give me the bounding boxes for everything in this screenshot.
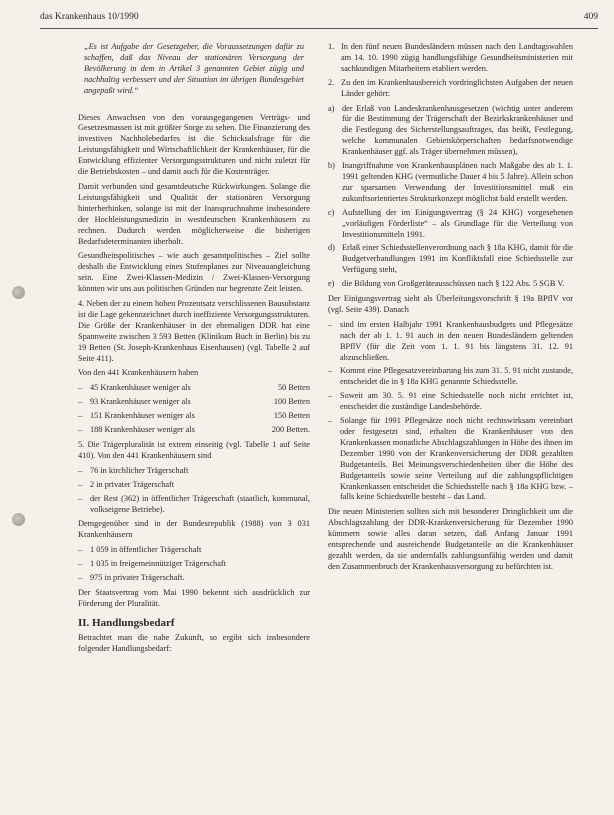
paragraph: Gesundheitspolitisches – wie auch gesamtpolitisches – Ziel sollte deshalb die Entwicklung eines Stufenplanes zur Niveauangleichung sein. Eine Zwei-Klassen-Medizin / Zwei-Klassen-Versorgung könnten wir uns aus politischen Gründen nur begrenzte Zeit leisten. (78, 251, 310, 294)
task-list (328, 104, 573, 291)
list-item: – 1 035 in freigemeinnütziger Trägerschaft (78, 559, 310, 570)
paragraph: Betrachtet man die nahe Zukunft, so ergibt sich insbesondere folgender Handlungsbedarf: (78, 632, 310, 653)
paragraph: Dieses Anwachsen von den vorausgegangenen Verträgs- und Gesetzesmassen ist mit größter Sorge zu sehen. Die Finanzierung des investiven Nachholebedarfes ist die Schicksalsfrage für die Leistungsfähigkeit und Wirtschaftlichkeit der Krankenhäuser, für die Entwicklung effizienter Versorgungsstrukturen und nicht zuletzt für die Betriebskosten – und damit auch für die Kostenträger. (78, 112, 310, 177)
paragraph: Die neuen Ministerien sollten sich mit besonderer Dringlichkeit um die Abschlagszahlung der DDR-Krankenversicherung für Dezember 1990 kümmern sowie alles daran setzen, daß Anfang Januar 1991 entsprechende und ausreichende Budgetanteile an die Krankenhäuser gezahlt werden, da sie andernfalls zahlungsunfähig werden und damit den Zusammenbruch der Krankenhausversorgung zu befürchten ist. (328, 507, 573, 571)
list-item: – der Rest (362) in öffentlicher Trägerschaft (staatlich, kommunal, volkseigene Betriebe). (78, 494, 310, 516)
list-item: – Kommt eine Pflegesatzvereinbarung bis zum 31. 5. 91 nicht zustande, entscheidet die in § 18a KHG genannte Schiedsstelle. (328, 366, 573, 388)
list-item: d) Erlaß einer Schiedsstellenverordnung nach § 18a KHG, damit für die Budgetverhandlungen 1991 im Konfliktsfall eine Schiedsstelle zur Verfügung steht, (328, 243, 573, 275)
list-item: – 188 Krankenhäuser weniger als 200 Betten. (78, 425, 310, 436)
list-item: 1. In den fünf neuen Bundesländern müssen nach den Landtagswahlen am 14. 10. 1990 zügig handlungsfähige Gesundheitsministerien mit sachkundigen Mitarbeitern etabliert werden. (328, 42, 573, 73)
punch-hole (12, 286, 25, 299)
section-heading: II. Handlungsbedarf (78, 616, 175, 629)
list-item: – Soweit am 30. 5. 91 eine Schiedsstelle noch nicht errichtet ist, entscheidet die zuständige Landesbehörde. (328, 391, 573, 413)
list-item: – 93 Krankenhäuser weniger als 100 Betten (78, 397, 310, 408)
list-item: – 1 059 in öffentlicher Trägerschaft (78, 545, 310, 556)
list-item: a) der Erlaß von Landeskrankenhausgesetzen (wichtig unter anderem für die Bestimmung der Trägerschaft der Bezirkskrankenhäuser und die Festlegung des Sicherstellungsauftrages, das heißt, Festlegung, welche kommunalen Gebietskörperschaften bedarfsnotwendige Krankenhäuser ggf. als Träger übernehmen müssen), (328, 103, 573, 157)
punch-hole (12, 513, 25, 526)
brd-list (78, 545, 310, 584)
list-item: – 151 Krankenhäuser weniger als 150 Betten (78, 411, 310, 422)
list-item: – 2 in privater Trägerschaft (78, 480, 310, 491)
page-number: 409 (583, 12, 598, 22)
list-item: – 975 in privater Trägerschaft. (78, 573, 310, 584)
paragraph: 5. Die Trägerpluralität ist extrem einseitig (vgl. Tabelle 1 auf Seite 410). Von den 441 Krankenhäusern sind (78, 440, 310, 460)
paragraph: Der Einigungsvertrag sieht als Überleitungsvorschrift § 19a BPflV vor (vgl. Seite 439). Danach (328, 294, 573, 314)
list-item: 2. Zu den im Krankenhausbereich vordringlichsten Aufgaben der neuen Länder gehört: (328, 77, 573, 98)
paragraph: 4. Neben der zu einem hohen Prozentsatz verschlissenen Bausubstanz ist die Lage gekennzeichnet durch ineffiziente Versorgungsstrukturen. Die Größe der Krankenhäuser in der ehemaligen DDR hat eine Spannweite zwischen 3 593 Betten (Klinikum Buch in Berlin) bis zu 19 Betten (St. Joseph-Krankenhaus Eisenhausen) (vgl. Tabelle 2 auf Seite 411). (78, 299, 311, 363)
quote: „Es ist Aufgabe der Gesetzgeber, die Voraussetzungen dafür zu schaffen, daß das Niveau der stationären Versorgung der Bevölkerung in dem in Artikel 3 genannten Gebiet zügig und nachhaltig verbessert und der Situation im übrigen Bundesgebiet angepaßt wird.“ (84, 42, 304, 95)
bed-size-list (78, 383, 310, 436)
right-column (328, 42, 573, 577)
list-item: c) Aufstellung der im Einigungsvertrag (§ 24 KHG) vorgesehenen „vorläufigen Förderliste“ – als Grundlage für die Verteilung von Investitionsmitteln 1991. (328, 207, 573, 239)
list-item: b) Inangriffnahme von Krankenhausplänen nach Maßgabe des ab 1. 1. 1991 geltenden KHG (vermutliche Dauer 4 bis 5 Jahre). Allein schon zur sparsamen Verwendung der Investitionsmittel muß ein zukunftsorientiertes Strukturkonzept möglichst bald erstellt werden. (328, 161, 573, 203)
numbered-list (328, 42, 573, 100)
page-header (40, 6, 598, 29)
paragraph: Damit verbunden sind gesamtdeutsche Rückwirkungen. Solange die Leistungsfähigkeit und Qualität der stationären Versorgung hinterherhinken, solange ist mit der Inanspruchnahme insbesondere der Hochleistungsmedizin in westdeutschen Krankenhäusern zu rechnen. Dadurch werden möglicherweise die bisherigen Bedarfsdeterminanten überholt. (78, 181, 310, 246)
paragraph: Von den 441 Krankenhäusern haben (78, 368, 199, 378)
paragraph: Demgegenüber sind in der Bundesrepublik (1988) von 3 031 Krankenhäusern (78, 519, 310, 540)
list-item: – 76 in kirchlicher Trägerschaft (78, 466, 310, 477)
list-item: e) die Bildung von Großgeräteausschüssen nach § 122 Abs. 5 SGB V. (328, 279, 565, 289)
paragraph: Der Staatsvertrag vom Mai 1990 bekennt sich ausdrücklich zur Förderung der Pluralität. (78, 587, 310, 608)
list-item: – 45 Krankenhäuser weniger als 50 Betten (78, 383, 310, 394)
journal-title: das Krankenhaus 10/1990 (40, 12, 139, 22)
list-item: – sind im ersten Halbjahr 1991 Krankenhausbudgets und Pflegesätze nach der ab 1. 1. 91 auch in den neuen Bundesländern geltenden BPflV (für die Zeit vom 1. 1. 91 bis längstens 31. 12. 91 abzuschließen. (328, 320, 573, 364)
list-item: – Solange für 1991 Pflegesätze noch nicht rechtswirksam vereinbart oder festgesetzt sind, erhalten die Krankenhäuser von den Krankenkassen monatliche Abschlagszahlungen in Höhe des ihnen im Dezember 1990 von der Krankenversicherung der DDR gezahlten Budgetanteils. Bei Meinungsverschiedenheiten über die Höhe des Budgetanteils sowie seine Verteilung auf die zahlungspflichtigen Krankenkassen entscheidet die Schiedsstelle nach § 18a KHG bzw. – falls keine Schiedsstelle besteht – das Land. (328, 416, 573, 503)
regulation-list (328, 320, 573, 504)
traeger-list (78, 466, 310, 516)
left-column (78, 42, 310, 659)
